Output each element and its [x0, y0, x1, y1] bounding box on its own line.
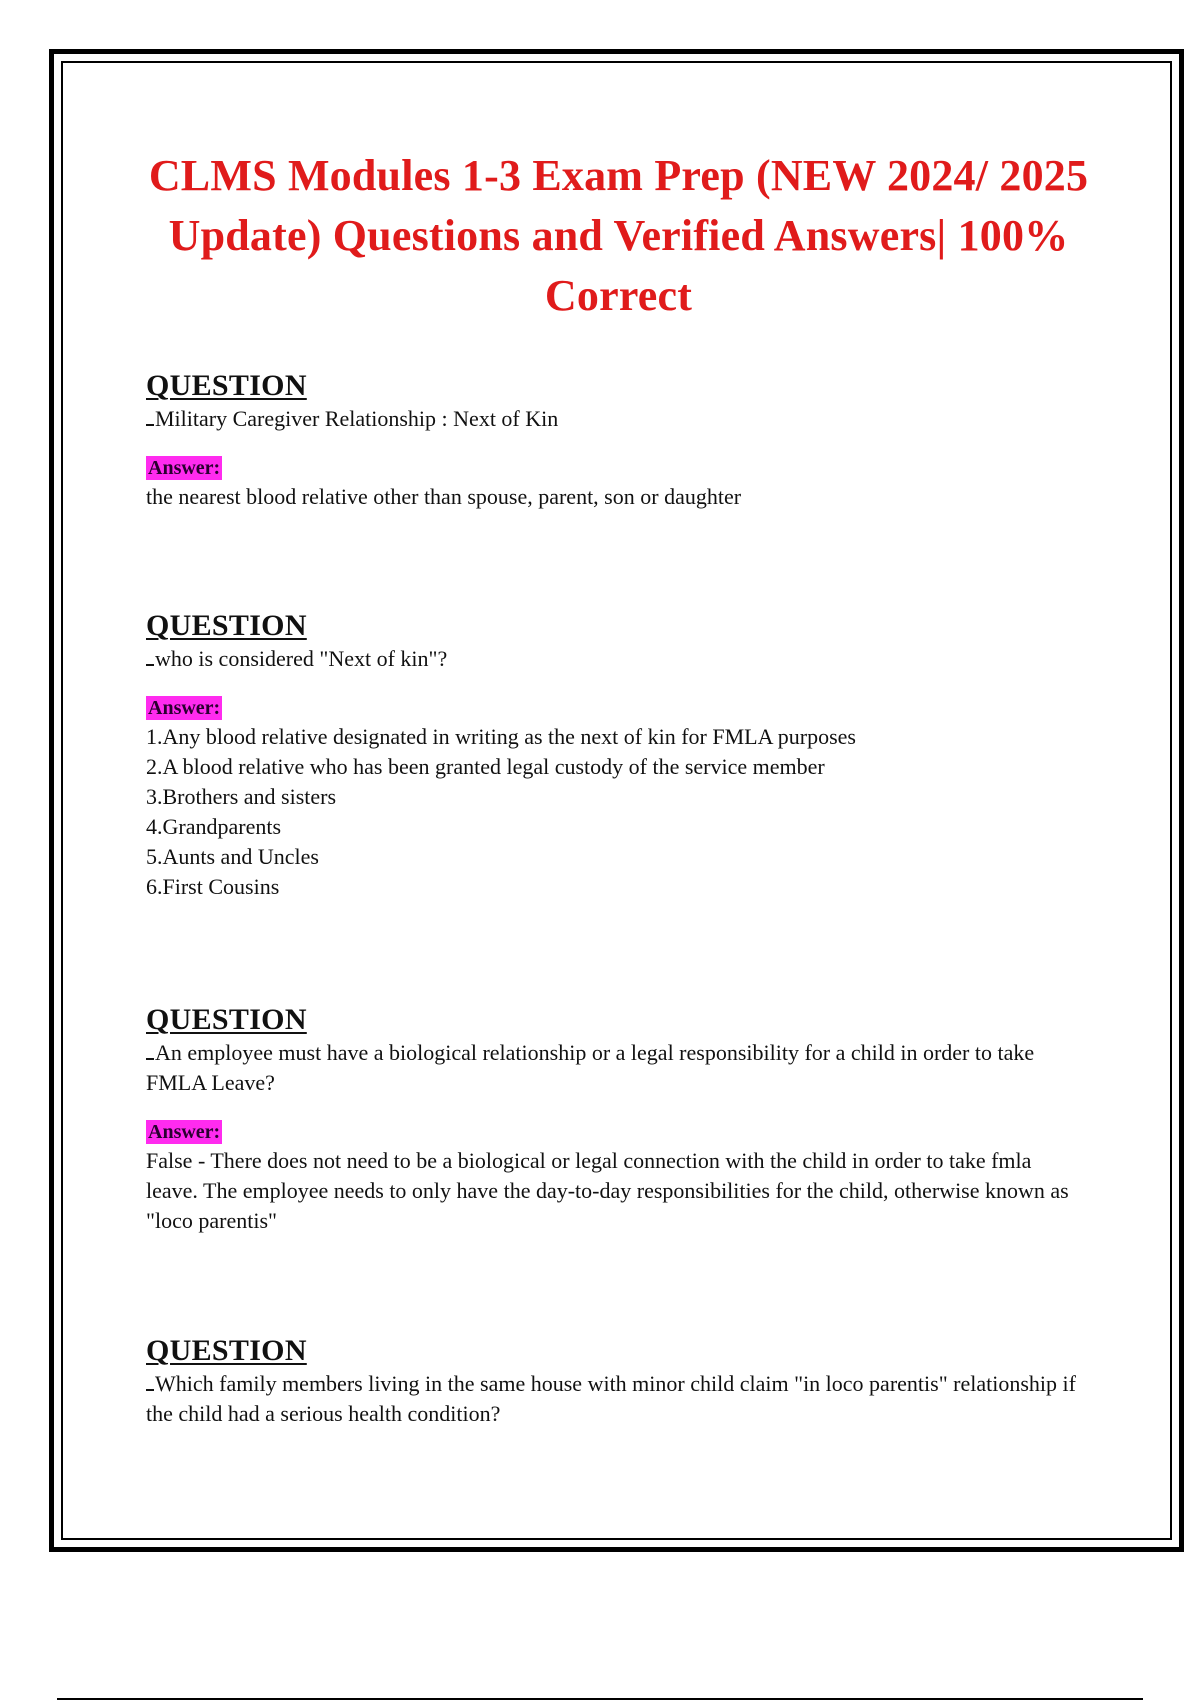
question-text-content: Military Caregiver Relationship : Next of Kin	[155, 406, 559, 431]
answer-list-item: 5.Aunts and Uncles	[146, 844, 319, 869]
question-text	[146, 404, 1081, 434]
answer-list-item: 2.A blood relative who has been granted legal custody of the service member	[146, 754, 825, 779]
blank-marker	[146, 406, 154, 426]
answer-label: Answer:	[148, 697, 221, 719]
question-label: QUESTION	[146, 1334, 307, 1367]
question-text-content: Which family members living in the same house with minor child claim "in loco parentis" relationship if the child had a serious health condition?	[146, 1371, 1076, 1426]
blank-marker	[146, 646, 154, 666]
answer-list-item: 4.Grandparents	[146, 814, 282, 839]
qa-block-4	[146, 1333, 1081, 1429]
qa-block-2	[146, 608, 1081, 902]
answer-text: False - There does not need to be a biological or legal connection with the child in order to take fmla leave. The employee needs to only have the day-to-day responsibilities for the child, otherwise known as "loco parentis"	[146, 1148, 1069, 1233]
question-text	[146, 644, 1081, 674]
qa-block-3	[146, 1002, 1081, 1236]
answer-list-item: 6.First Cousins	[146, 874, 280, 899]
answer-text: the nearest blood relative other than spouse, parent, son or daughter	[146, 484, 742, 509]
question-text-content: who is considered "Next of kin"?	[155, 646, 448, 671]
question-text	[146, 1369, 1081, 1429]
blank-marker	[146, 1040, 154, 1060]
question-text-content: An employee must have a biological relationship or a legal responsibility for a child in order to take FMLA Leave?	[146, 1040, 1035, 1095]
answer-list-item: 3.Brothers and sisters	[146, 784, 337, 809]
answer-label: Answer:	[148, 1121, 221, 1143]
answer-list-item: 1.Any blood relative designated in writing as the next of kin for FMLA purposes	[146, 724, 856, 749]
question-label: QUESTION	[146, 609, 307, 642]
qa-block-1	[146, 368, 1081, 512]
question-label: QUESTION	[146, 369, 307, 402]
question-text	[146, 1038, 1081, 1098]
question-label: QUESTION	[146, 1003, 307, 1036]
document-title: CLMS Modules 1-3 Exam Prep (NEW 2024/ 2025 Update) Questions and Verified Answers| 100% Correct	[148, 151, 1089, 320]
answer-list	[146, 722, 1081, 902]
answer-label: Answer:	[148, 457, 221, 479]
blank-marker	[146, 1371, 154, 1391]
